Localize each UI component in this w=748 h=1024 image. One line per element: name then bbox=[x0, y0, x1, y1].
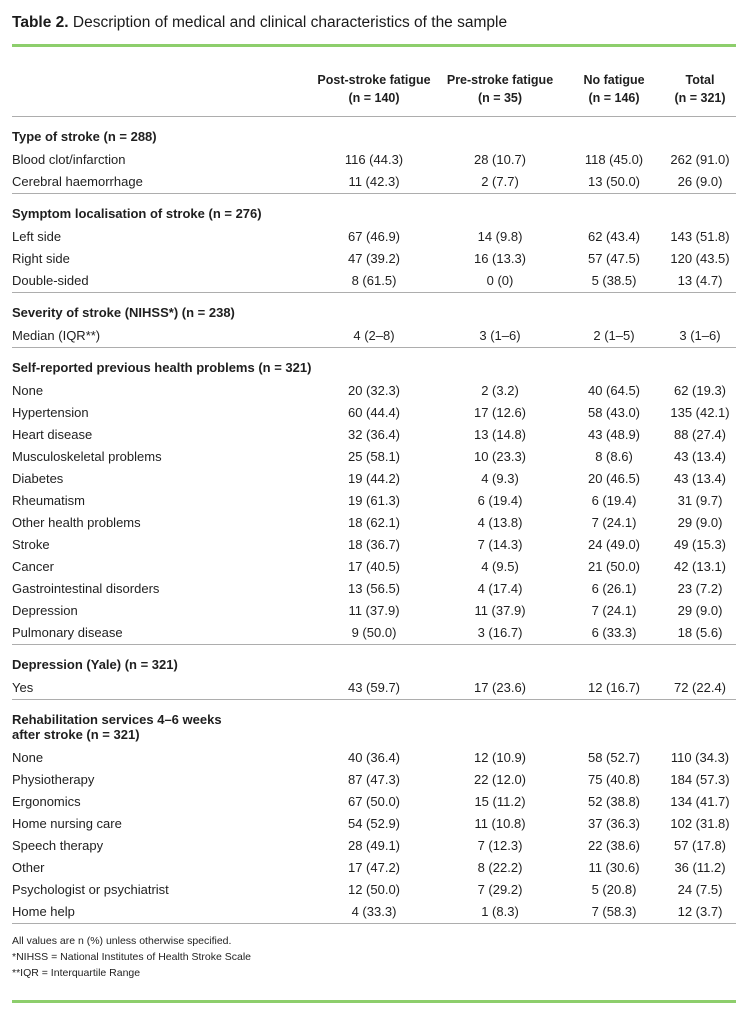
row-label: Depression bbox=[12, 603, 78, 618]
section-header-line: Type of stroke (n = 288) bbox=[12, 129, 157, 144]
table-section bbox=[12, 348, 736, 645]
table-row bbox=[12, 813, 736, 835]
cell-value: 58 (52.7) bbox=[587, 750, 641, 765]
cell-value: 62 (19.3) bbox=[673, 383, 727, 398]
cell-value: 18 (36.7) bbox=[347, 537, 401, 552]
cell-value: 43 (48.9) bbox=[587, 427, 641, 442]
cell-value: 13 (14.8) bbox=[473, 427, 527, 442]
section-header-line: Symptom localisation of stroke (n = 276) bbox=[12, 206, 262, 221]
table-section bbox=[12, 117, 736, 194]
cell-value: 28 (10.7) bbox=[473, 152, 527, 167]
footnote-iqr: **IQR = Interquartile Range bbox=[12, 967, 141, 979]
cell-value: 67 (46.9) bbox=[347, 229, 401, 244]
cell-value: 262 (91.0) bbox=[670, 152, 730, 167]
cell-value: 29 (9.0) bbox=[677, 603, 723, 618]
table-row bbox=[12, 512, 736, 534]
cell-value: 14 (9.8) bbox=[477, 229, 523, 244]
cell-value: 7 (58.3) bbox=[591, 904, 637, 919]
cell-value: 72 (22.4) bbox=[673, 680, 727, 695]
column-header-no-fatigue bbox=[564, 47, 664, 117]
cell-value: 4 (9.5) bbox=[481, 559, 519, 574]
cell-value: 6 (19.4) bbox=[477, 493, 523, 508]
row-label: Blood clot/infarction bbox=[12, 152, 126, 167]
cell-value: 16 (13.3) bbox=[473, 251, 527, 266]
column-header-n: (n = 146) bbox=[588, 91, 640, 105]
cell-value: 17 (12.6) bbox=[473, 405, 527, 420]
cell-value: 17 (47.2) bbox=[347, 860, 401, 875]
table-row bbox=[12, 556, 736, 578]
table-title-label: Table 2. bbox=[12, 14, 69, 31]
cell-value: 102 (31.8) bbox=[670, 816, 730, 831]
column-header-total bbox=[664, 47, 736, 117]
table-row bbox=[12, 857, 736, 879]
cell-value: 24 (49.0) bbox=[587, 537, 641, 552]
footnote-values: All values are n (%) unless otherwise specified. bbox=[12, 935, 232, 947]
cell-value: 2 (3.2) bbox=[481, 383, 519, 398]
cell-value: 3 (1–6) bbox=[679, 328, 721, 343]
cell-value: 143 (51.8) bbox=[670, 229, 730, 244]
cell-value: 54 (52.9) bbox=[347, 816, 401, 831]
cell-value: 4 (2–8) bbox=[353, 328, 395, 343]
cell-value: 12 (50.0) bbox=[347, 882, 401, 897]
section-header-row bbox=[12, 117, 736, 150]
section-header-line: Depression (Yale) (n = 321) bbox=[12, 657, 178, 672]
row-label: Heart disease bbox=[12, 427, 93, 442]
cell-value: 58 (43.0) bbox=[587, 405, 641, 420]
cell-value: 135 (42.1) bbox=[670, 405, 730, 420]
cell-value: 67 (50.0) bbox=[347, 794, 401, 809]
row-label: Ergonomics bbox=[12, 794, 81, 809]
cell-value: 11 (37.9) bbox=[348, 603, 400, 618]
table-row bbox=[12, 578, 736, 600]
row-label: Other health problems bbox=[12, 515, 141, 530]
cell-value: 7 (24.1) bbox=[591, 603, 637, 618]
cell-value: 2 (1–5) bbox=[593, 328, 635, 343]
section-header-line: Rehabilitation services 4–6 weeks bbox=[12, 712, 222, 727]
cell-value: 37 (36.3) bbox=[587, 816, 641, 831]
cell-value: 57 (17.8) bbox=[673, 838, 727, 853]
footnote-nihss: *NIHSS = National Institutes of Health Stroke Scale bbox=[12, 951, 251, 963]
table-row bbox=[12, 769, 736, 791]
table-row bbox=[12, 380, 736, 402]
row-label: Left side bbox=[12, 229, 62, 244]
row-label: None bbox=[12, 383, 44, 398]
table-title bbox=[12, 0, 736, 33]
cell-value: 60 (44.4) bbox=[347, 405, 401, 420]
cell-value: 20 (46.5) bbox=[587, 471, 641, 486]
table-section bbox=[12, 293, 736, 348]
section-header bbox=[12, 645, 736, 678]
cell-value: 22 (38.6) bbox=[587, 838, 641, 853]
table-row bbox=[12, 270, 736, 293]
table-row bbox=[12, 171, 736, 194]
table-row bbox=[12, 149, 736, 171]
cell-value: 57 (47.5) bbox=[587, 251, 641, 266]
cell-value: 13 (50.0) bbox=[587, 174, 641, 189]
table-header-row bbox=[12, 47, 736, 117]
cell-value: 11 (37.9) bbox=[474, 603, 526, 618]
column-header-n: (n = 321) bbox=[674, 91, 726, 105]
cell-value: 4 (9.3) bbox=[481, 471, 519, 486]
row-label: Yes bbox=[12, 680, 34, 695]
section-header bbox=[12, 700, 736, 748]
cell-value: 17 (40.5) bbox=[347, 559, 401, 574]
cell-value: 22 (12.0) bbox=[473, 772, 527, 787]
cell-value: 184 (57.3) bbox=[670, 772, 730, 787]
section-header-row bbox=[12, 194, 736, 227]
cell-value: 7 (29.2) bbox=[477, 882, 523, 897]
cell-value: 43 (13.4) bbox=[673, 471, 727, 486]
row-label: Musculoskeletal problems bbox=[12, 449, 162, 464]
cell-value: 62 (43.4) bbox=[587, 229, 641, 244]
cell-value: 5 (38.5) bbox=[591, 273, 637, 288]
table-row bbox=[12, 468, 736, 490]
table-row bbox=[12, 325, 736, 348]
footnotes bbox=[12, 924, 736, 981]
cell-value: 2 (7.7) bbox=[481, 174, 519, 189]
row-label: Cancer bbox=[12, 559, 54, 574]
row-label: Median (IQR**) bbox=[12, 328, 101, 343]
cell-value: 20 (32.3) bbox=[347, 383, 401, 398]
cell-value: 24 (7.5) bbox=[677, 882, 723, 897]
cell-value: 21 (50.0) bbox=[587, 559, 641, 574]
table-row bbox=[12, 534, 736, 556]
cell-value: 7 (24.1) bbox=[591, 515, 637, 530]
column-header-post-stroke bbox=[312, 47, 436, 117]
table-row bbox=[12, 747, 736, 769]
column-header-label: Post-stroke fatigue bbox=[317, 73, 431, 87]
cell-value: 11 (42.3) bbox=[348, 174, 400, 189]
cell-value: 49 (15.3) bbox=[673, 537, 727, 552]
row-label: None bbox=[12, 750, 44, 765]
section-header bbox=[12, 348, 736, 381]
cell-value: 13 (4.7) bbox=[677, 273, 723, 288]
cell-value: 17 (23.6) bbox=[473, 680, 527, 695]
cell-value: 7 (14.3) bbox=[477, 537, 523, 552]
cell-value: 40 (64.5) bbox=[587, 383, 641, 398]
table-row bbox=[12, 901, 736, 924]
cell-value: 118 (45.0) bbox=[584, 152, 644, 167]
row-label: Stroke bbox=[12, 537, 50, 552]
cell-value: 6 (26.1) bbox=[591, 581, 637, 596]
row-label: Double-sided bbox=[12, 273, 89, 288]
column-header-pre-stroke bbox=[436, 47, 564, 117]
cell-value: 0 (0) bbox=[486, 273, 514, 288]
cell-value: 25 (58.1) bbox=[347, 449, 401, 464]
row-label: Rheumatism bbox=[12, 493, 85, 508]
section-header-row bbox=[12, 293, 736, 326]
cell-value: 19 (44.2) bbox=[347, 471, 401, 486]
table-section bbox=[12, 194, 736, 293]
cell-value: 15 (11.2) bbox=[474, 794, 526, 809]
row-label: Home nursing care bbox=[12, 816, 122, 831]
cell-value: 10 (23.3) bbox=[473, 449, 527, 464]
cell-value: 8 (22.2) bbox=[477, 860, 523, 875]
cell-value: 40 (36.4) bbox=[347, 750, 401, 765]
column-header-n: (n = 35) bbox=[477, 91, 523, 105]
cell-value: 11 (30.6) bbox=[588, 860, 640, 875]
cell-value: 11 (10.8) bbox=[474, 816, 526, 831]
column-header-label: Total bbox=[685, 73, 715, 87]
section-header bbox=[12, 117, 736, 150]
row-label: Speech therapy bbox=[12, 838, 104, 853]
cell-value: 31 (9.7) bbox=[677, 493, 723, 508]
cell-value: 1 (8.3) bbox=[481, 904, 519, 919]
cell-value: 18 (62.1) bbox=[347, 515, 401, 530]
table-row bbox=[12, 622, 736, 645]
section-header-line: Self-reported previous health problems (n = 321) bbox=[12, 360, 312, 375]
cell-value: 13 (56.5) bbox=[347, 581, 401, 596]
section-header-row bbox=[12, 700, 736, 748]
cell-value: 4 (17.4) bbox=[477, 581, 523, 596]
cell-value: 4 (33.3) bbox=[351, 904, 397, 919]
table-row bbox=[12, 835, 736, 857]
cell-value: 12 (16.7) bbox=[587, 680, 641, 695]
cell-value: 3 (1–6) bbox=[479, 328, 521, 343]
cell-value: 88 (27.4) bbox=[673, 427, 727, 442]
cell-value: 19 (61.3) bbox=[347, 493, 401, 508]
cell-value: 5 (20.8) bbox=[591, 882, 637, 897]
section-header-row bbox=[12, 645, 736, 678]
column-header-n: (n = 140) bbox=[348, 91, 400, 105]
table-row bbox=[12, 791, 736, 813]
cell-value: 134 (41.7) bbox=[670, 794, 730, 809]
table-row bbox=[12, 226, 736, 248]
cell-value: 26 (9.0) bbox=[677, 174, 723, 189]
section-header-row bbox=[12, 348, 736, 381]
cell-value: 32 (36.4) bbox=[347, 427, 401, 442]
row-label: Psychologist or psychiatrist bbox=[12, 882, 169, 897]
row-label: Gastrointestinal disorders bbox=[12, 581, 160, 596]
cell-value: 29 (9.0) bbox=[677, 515, 723, 530]
cell-value: 87 (47.3) bbox=[347, 772, 401, 787]
cell-value: 8 (8.6) bbox=[595, 449, 633, 464]
table-title-text: Description of medical and clinical characteristics of the sample bbox=[72, 14, 508, 31]
table-row bbox=[12, 879, 736, 901]
section-header bbox=[12, 194, 736, 227]
cell-value: 12 (10.9) bbox=[473, 750, 527, 765]
section-header-line: after stroke (n = 321) bbox=[12, 727, 140, 742]
cell-value: 4 (13.8) bbox=[477, 515, 523, 530]
cell-value: 42 (13.1) bbox=[673, 559, 727, 574]
row-label: Physiotherapy bbox=[12, 772, 95, 787]
cell-value: 9 (50.0) bbox=[351, 625, 397, 640]
cell-value: 3 (16.7) bbox=[477, 625, 523, 640]
cell-value: 18 (5.6) bbox=[677, 625, 723, 640]
table-row bbox=[12, 402, 736, 424]
column-header-label: Pre-stroke fatigue bbox=[446, 73, 554, 87]
table-header bbox=[12, 47, 736, 117]
row-label: Right side bbox=[12, 251, 70, 266]
bottom-green-rule bbox=[12, 1000, 736, 1003]
cell-value: 120 (43.5) bbox=[670, 251, 730, 266]
table-row bbox=[12, 248, 736, 270]
row-label: Diabetes bbox=[12, 471, 64, 486]
table-row bbox=[12, 600, 736, 622]
row-label: Home help bbox=[12, 904, 75, 919]
row-label: Hypertension bbox=[12, 405, 89, 420]
section-header-line: Severity of stroke (NIHSS*) (n = 238) bbox=[12, 305, 235, 320]
table-section bbox=[12, 645, 736, 700]
table-row bbox=[12, 677, 736, 700]
cell-value: 12 (3.7) bbox=[677, 904, 723, 919]
cell-value: 110 (34.3) bbox=[670, 750, 730, 765]
row-label: Cerebral haemorrhage bbox=[12, 174, 143, 189]
section-header bbox=[12, 293, 736, 326]
table-row bbox=[12, 424, 736, 446]
cell-value: 8 (61.5) bbox=[351, 273, 397, 288]
table-row bbox=[12, 490, 736, 512]
row-label: Pulmonary disease bbox=[12, 625, 123, 640]
cell-value: 43 (13.4) bbox=[673, 449, 727, 464]
cell-value: 7 (12.3) bbox=[477, 838, 523, 853]
cell-value: 52 (38.8) bbox=[587, 794, 641, 809]
cell-value: 116 (44.3) bbox=[344, 152, 404, 167]
cell-value: 47 (39.2) bbox=[347, 251, 401, 266]
row-label: Other bbox=[12, 860, 45, 875]
cell-value: 23 (7.2) bbox=[677, 581, 723, 596]
cell-value: 43 (59.7) bbox=[347, 680, 401, 695]
corner-cell bbox=[12, 47, 312, 117]
cell-value: 6 (33.3) bbox=[591, 625, 637, 640]
cell-value: 6 (19.4) bbox=[591, 493, 637, 508]
characteristics-table bbox=[12, 47, 736, 924]
cell-value: 36 (11.2) bbox=[674, 860, 726, 875]
cell-value: 28 (49.1) bbox=[347, 838, 401, 853]
column-header-label: No fatigue bbox=[583, 73, 645, 87]
table-row bbox=[12, 446, 736, 468]
cell-value: 75 (40.8) bbox=[587, 772, 641, 787]
table-section bbox=[12, 700, 736, 924]
